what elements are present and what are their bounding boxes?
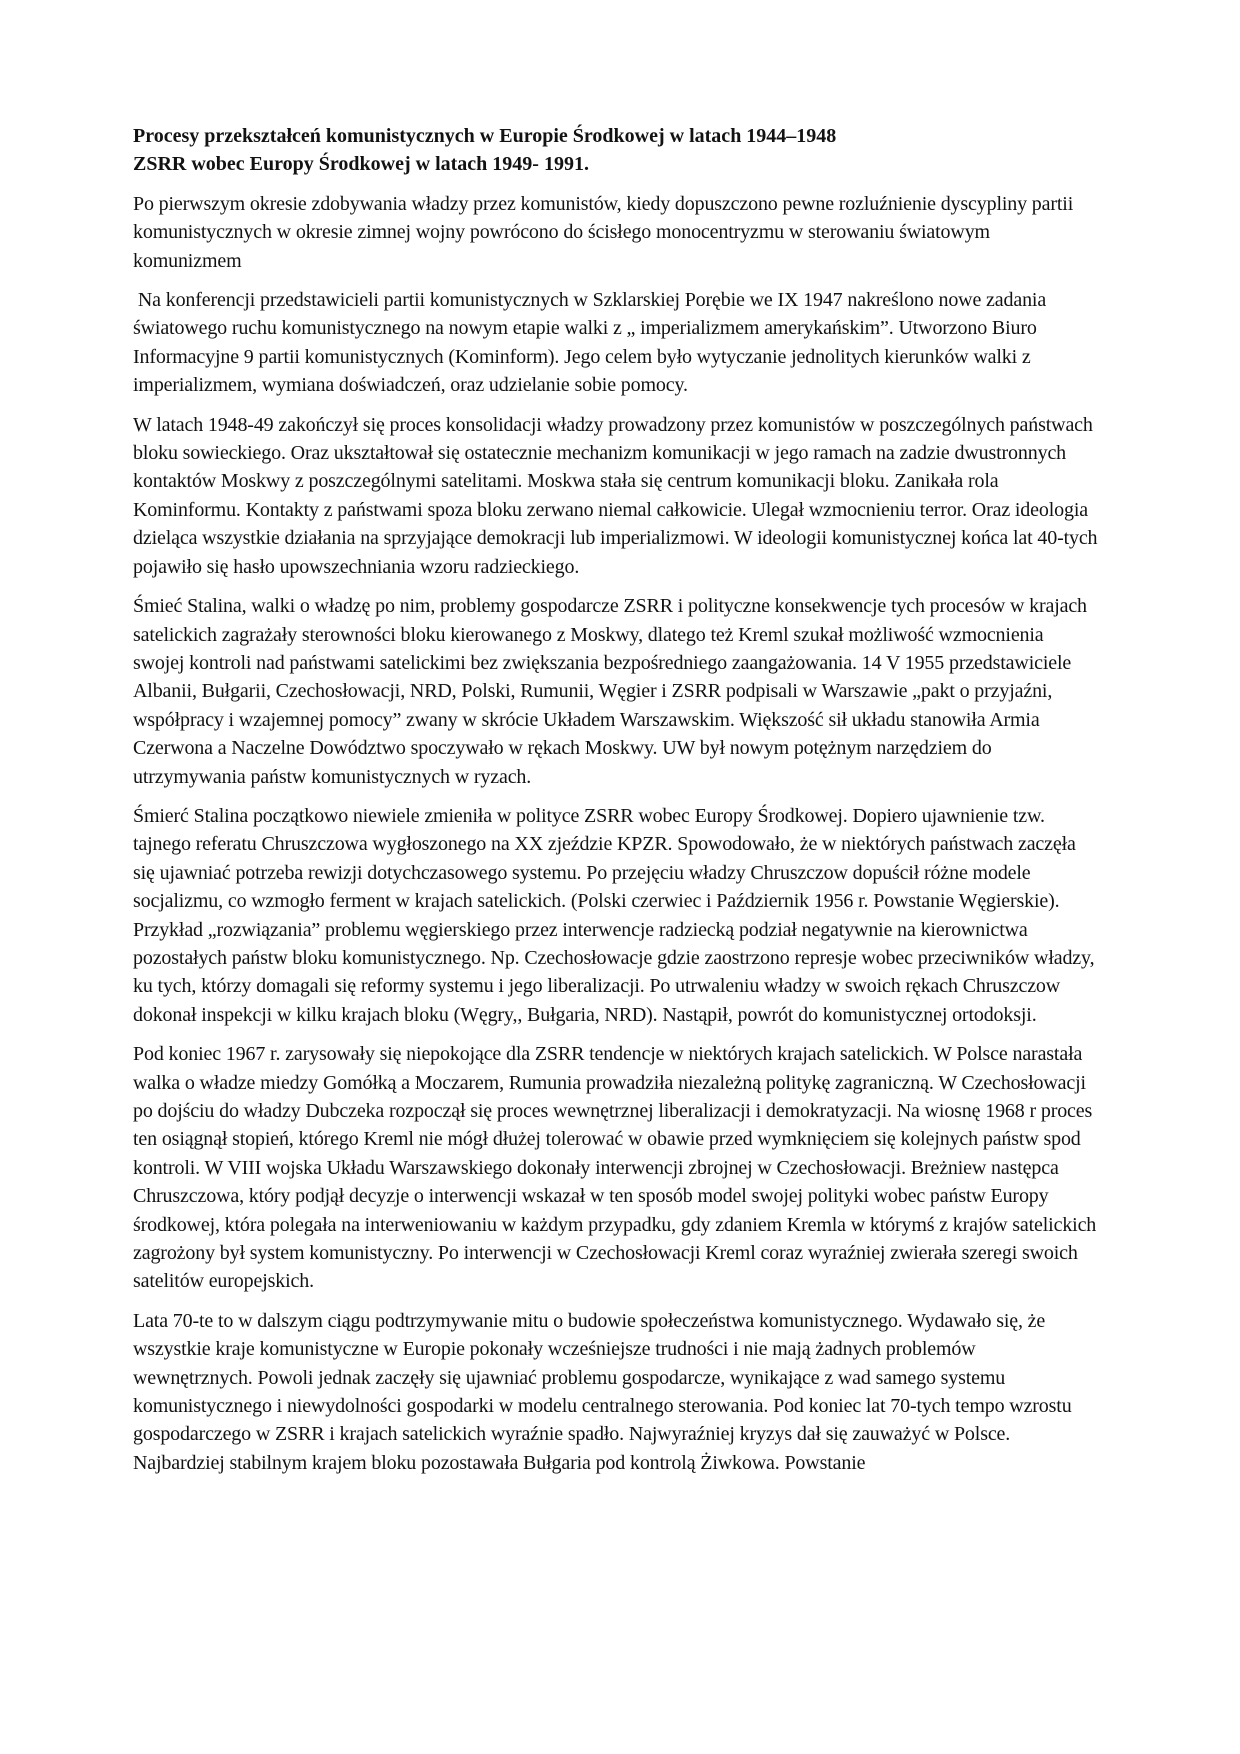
paragraph-1970s-economic-slowdown: Lata 70-te to w dalszym ciągu podtrzymywanie mitu o budowie społeczeństwa komunistycznego. Wydawało się, że wszystkie kraje komunistyczne w Europie pokonały wcześniejsze trudności i nie mają żadnych problemów wewnętrznych. Powoli jednak zaczęły się ujawniać problemu gospodarcze, wynikające z wad samego systemu komunistycznego i niewydolności gospodarki w modelu centralnego sterowania. Pod koniec lat 70-tych tempo wzrostu gospodarczego w ZSRR i krajach satelickich wyraźnie spadło. Najwyraźniej kryzys dał się zauważyć w Polsce. Najbardziej stabilnym krajem bloku pozostawała Bułgaria pod kontrolą Żiwkowa. Powstanie [133,1309,1077,1474]
paragraph-1948-49-consolidation: W latach 1948-49 zakończył się proces konsolidacji władzy prowadzony przez komunistów w poszczególnych państwach bloku sowieckiego. Oraz ukształtował się ostatecznie mechanizm komunikacji w jego ramach na zadzie dwustronnych kontaktów Moskwy z poszczególnymi satelitami. Moskwa stała się centrum komunikacji bloku. Zanikała rola Kominformu. Kontakty z państwami spoza bloku zerwano niemal całkowicie. Ulegał wzmocnieniu terror. Oraz ideologia dzieląca wszystkie działania na sprzyjające demokracji lub imperializmowi. W ideologii komunistycznej końca lat 40-tych pojawiło się hasło upowszechniania wzoru radzieckiego. [133,413,1103,578]
paragraph-intro-monocentrism: Po pierwszym okresie zdobywania władzy przez komunistów, kiedy dopuszczono pewne rozluźnienie dyscypliny partii komunistycznych w okresie zimnej wojny powrócono do ścisłego monocentryzmu w sterowaniu światowym komunizmem [133,192,1078,272]
document-title [133,122,1098,179]
paragraph-khrushchev-thaw-1956: Śmierć Stalina początkowo niewiele zmieniła w polityce ZSRR wobec Europy Środkowej. Dopiero ujawnienie tzw. tajnego referatu Chruszczowa wygłoszonego na XX zjeździe KPZR. Spowodowało, że w niektórych państwach zaczęła się ujawniać potrzeba rewizji dotychczasowego systemu. Po przejęciu władzy Chruszczow dopuścił różne modele socjalizmu, co wzmogło ferment w krajach satelickich. (Polski czerwiec i Październik 1956 r. Powstanie Węgierskie). Przykład „rozwiązania” problemu węgierskiego przez interwencje radziecką podział negatywnie na kierownictwa pozostałych państw bloku komunistycznego. Np. Czechosłowacje gdzie zaostrzono represje wobec przeciwników władzy, ku tych, którzy domagali się reformy systemu i jego liberalizacji. Po utrwaleniu władzy w swoich rękach Chruszczow dokonał inspekcji w kilku krajach bloku (Węgry,, Bułgaria, NRD). Nastąpił, powrót do komunistycznej ortodoksji. [133,804,1100,1026]
paragraph-stalin-death-warsaw-pact: Śmieć Stalina, walki o władzę po nim, problemy gospodarcze ZSRR i polityczne konsekwencje tych procesów w krajach satelickich zagrażały sterowności bloku kierowanego z Moskwy, dlatego też Kreml szukał możliwość wzmocnienia swojej kontroli nad państwami satelickimi bez zwiększania bezpośredniego zaangażowania. 14 V 1955 przedstawiciele Albanii, Bułgarii, Czechosłowacji, NRD, Polski, Rumunii, Węgier i ZSRR podpisali w Warszawie „pakt o przyjaźni, współpracy i wzajemnej pomocy” zwany w skrócie Układem Warszawskim. Większość sił układu stanowiła Armia Czerwona a Naczelne Dowództwo spoczywało w rękach Moskwy. UW był nowym potężnym narzędziem do utrzymywania państw komunistycznych w ryzach. [133,595,1092,788]
title-line-2: ZSRR wobec Europy Środkowej w latach 1949- 1991. [133,153,589,176]
title-line-1: Procesy przekształceń komunistycznych w Europie Środkowej w latach 1944–1948 [133,125,837,147]
paragraph-1967-68-czechoslovakia-brezhnev: Pod koniec 1967 r. zarysowały się niepokojące dla ZSRR tendencje w niektórych krajach satelickich. W Polsce narastała walka o władze miedzy Gomółką a Moczarem, Rumunia prowadziła niezależną politykę zagraniczną. W Czechosłowacji po dojściu do władzy Dubczeka rozpoczął się proces wewnętrznej liberalizacji i demokratyzacji. Na wiosnę 1968 r proces ten osiągnął stopień, którego Kreml nie mógł dłużej tolerować w obawie przed wymknięciem się kolejnych państw spod kontroli. W VIII wojska Układu Warszawskiego dokonały interwencji zbrojnej w Czechosłowacji. Breżniew następca Chruszczowa, który podjął decyzje o interwencji wskazał w ten sposób model swojej polityki wobec państw Europy środkowej, która polegała na interweniowaniu w każdym przypadku, gdy zdaniem Kremla w którymś z krajów satelickich zagrożony był system komunistyczny. Po interwencji w Czechosłowacji Kreml coraz wyraźniej zwierała szeregi swoich satelitów europejskich. [133,1043,1102,1293]
paragraph-szklarska-poreba-kominform: Na konferencji przedstawicieli partii komunistycznych w Szklarskiej Porębie we IX 1947 nakreślono nowe zadania światowego ruchu komunistycznego na nowym etapie walki z „ imperializmem amerykańskim”. Utworzono Biuro Informacyjne 9 partii komunistycznych (Kominform). Jego celem było wytyczanie jednolitych kierunków walki z imperializmem, wymiana doświadczeń, oraz udzielanie sobie pomocy. [133,289,1051,397]
